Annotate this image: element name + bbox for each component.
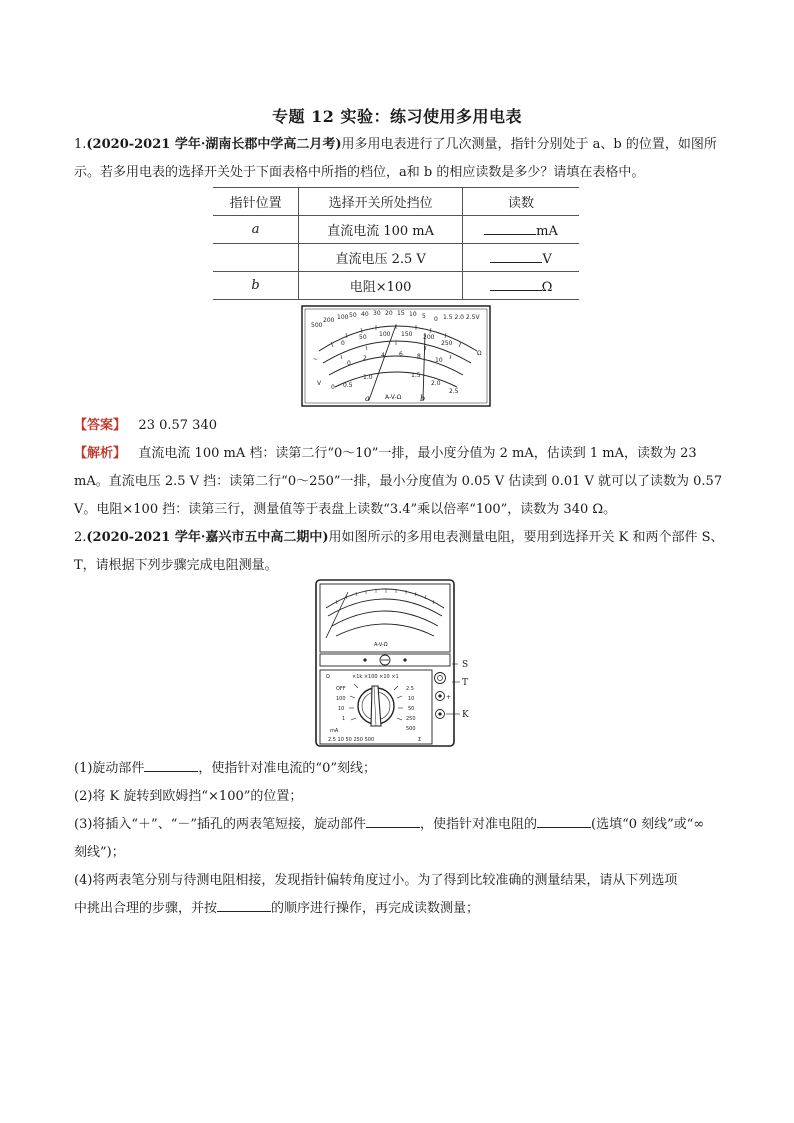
dial-mid-label: 50 [359, 334, 367, 341]
answer-blank-4[interactable] [217, 897, 271, 912]
answer-blank-3[interactable] [537, 813, 591, 828]
dial-low-label: 1.0 [363, 374, 373, 381]
dial-top-label: 15 [397, 310, 405, 317]
step4-line1: (4)将两表笔分别与待测电阻相接，发现指针偏转角度过小。为了得到比较准确的测量结果，请从下列选项 [74, 873, 678, 888]
meter-r100-label: 100 [336, 696, 346, 702]
dial-mid-label: 250 [441, 340, 453, 347]
meter-range-right: 500 [406, 726, 416, 732]
q2-number: 2. [74, 530, 87, 545]
dial-top-label: 30 [373, 310, 381, 317]
analysis-line2: mA。直流电压 2.5 V 挡：读第二行“0～250”一排，最小分度值为 0.05 V 估读到 0.01 V 就可以了读数为 0.57 [74, 474, 723, 489]
step4-a: 中挑出合理的步骤，并按 [74, 901, 218, 916]
row-range: 直流电压 2.5 V [299, 244, 463, 272]
step3-d: 刻线”)； [74, 845, 125, 860]
dial-top-label: 50 [349, 312, 357, 319]
row-range: 电阻×100 [299, 272, 463, 300]
dial-inner-label: 8 [417, 353, 421, 360]
dial-inner-label: 4 [381, 352, 385, 359]
q1-line2: 示。若多用电表的选择开关处于下面表格中所指的档位，a和 b 的相应读数是多少？请填在表格中。 [74, 165, 645, 180]
dial-v-label: V [317, 380, 322, 387]
dial-inner-label: 2 [363, 355, 367, 362]
dial-mid-label: 200 [423, 334, 435, 341]
step3-b: ，使指针对准电阻的 [420, 817, 538, 832]
q1-line1: 用多用电表进行了几次测量，指针分别处于 a、b 的位置，如图所 [341, 137, 717, 152]
answer-text: 23 0.57 340 [138, 418, 217, 433]
meter-off-label: OFF [336, 686, 346, 692]
pointer-b-label: b [420, 394, 426, 403]
step1-a: (1)旋动部件 [74, 761, 145, 776]
q1-answer [74, 412, 724, 440]
switch-k-label: K [462, 710, 469, 720]
dial-top-label: 20 [385, 310, 393, 317]
dial-low-label: 0 [331, 384, 335, 391]
dial-mid-label: 150 [401, 331, 413, 338]
dial-mid-label: 100 [379, 331, 391, 338]
meter-range-right: 10 [408, 696, 415, 702]
row-unit: V [542, 252, 552, 267]
dial-omega-label: Ω [477, 350, 482, 357]
analysis-label: 【解析】 [74, 446, 127, 461]
row-unit: mA [536, 224, 558, 239]
row-reading [463, 216, 579, 244]
multimeter-body-figure [312, 578, 484, 748]
answer-blank-2[interactable] [366, 813, 420, 828]
dial-low-label: 2.5 [449, 388, 459, 395]
row-range: 直流电流 100 mA [299, 216, 463, 244]
dial-top-label: 100 [337, 314, 349, 321]
dial-inner-label: 6 [399, 351, 403, 358]
row-pos [213, 244, 299, 272]
step2: (2)将 K 旋转到欧姆挡“×100”的位置； [74, 789, 303, 804]
meter-ma-label: mA [330, 728, 339, 734]
dial-top-label: 0 [434, 316, 438, 323]
multimeter-dial-figure [301, 305, 491, 407]
q1-number: 1. [74, 137, 87, 152]
meter-ranges-bottom: 2.5 10 50 250 500 [328, 737, 375, 743]
table-row [213, 244, 579, 272]
pointer-a-label: a [365, 394, 370, 403]
row-pos: a [251, 222, 260, 237]
step3-a: (3)将插入“＋”、“－”插孔的两表笔短接，旋动部件 [74, 817, 366, 832]
meter-range-right: 2.5 [406, 686, 414, 692]
analysis-line1: 直流电流 100 mA 档：读第二行“0～10”一排，最小度分值为 2 mA，估读到 1 mA，读数为 23 [138, 446, 697, 461]
dial-center-label: A-V-Ω [385, 394, 402, 401]
answer-label: 【答案】 [74, 418, 127, 433]
meter-range-right: 250 [406, 716, 416, 722]
q1-text [74, 131, 724, 187]
step1-b: ，使指针对准电流的“0”刻线； [198, 761, 376, 776]
dial-low-label: 1.5 [411, 372, 421, 379]
meter-r10-label: 10 [338, 706, 345, 712]
table-row [213, 272, 579, 300]
part-t-label: T [462, 678, 469, 688]
analysis-line3: V。电阻×100 挡：读第三行，测量值等于表盘上读数“3.4”乘以倍率“100”，读数为 340 Ω。 [74, 502, 617, 517]
meter-sigma-label: Σ [418, 737, 422, 743]
header-reading: 读数 [463, 188, 579, 216]
q1-analysis [74, 440, 724, 524]
answer-blank-1[interactable] [144, 757, 198, 772]
meter-range-right: 50 [408, 706, 415, 712]
meter-ranges-top: ×1k ×100 ×10 ×1 [352, 674, 399, 680]
row-reading [463, 272, 579, 300]
dial-top-label: 10 [409, 311, 417, 318]
dial-ac-label: ~ [313, 356, 319, 363]
dial-inner-label: 0 [347, 360, 351, 367]
dial-mid-label: 0 [341, 340, 345, 347]
row-reading [463, 244, 579, 272]
q2-line2: T，请根据下列步骤完成电阻测量。 [74, 558, 278, 573]
q2-text [74, 524, 724, 580]
row-unit: Ω [541, 280, 553, 295]
q2-line1: 用如图所示的多用电表测量电阻，要用到选择开关 K 和两个部件 S、 [328, 530, 724, 545]
dial-low-label: 0.5 [343, 382, 353, 389]
dial-top-label: 200 [323, 317, 335, 324]
q2-steps [74, 755, 724, 923]
reading-table [213, 187, 579, 300]
meter-center-label: A-V-Ω [374, 642, 388, 648]
dial-top-label: 500 [311, 322, 323, 329]
header-switch-range: 选择开关所处挡位 [299, 188, 463, 216]
dial-low-label: 2.0 [431, 380, 441, 387]
meter-omega-mark: Ω [326, 674, 330, 680]
q2-source: (2020-2021 学年·嘉兴市五中高二期中) [86, 530, 329, 545]
meter-r1-label: 1 [342, 716, 346, 722]
dial-top-label: 40 [361, 311, 369, 318]
row-pos: b [251, 278, 260, 293]
step4-b: 的顺序进行操作，再完成读数测量； [271, 901, 480, 916]
plus-terminal-label: + [446, 694, 452, 701]
table-row [213, 216, 579, 244]
q1-source: (2020-2021 学年·湖南长郡中学高二月考) [86, 137, 342, 152]
step3-c: (选填“0 刻线”或“∞ [591, 817, 705, 832]
dial-corner-label: 1.5 2.0 2.5V [443, 314, 480, 321]
header-pointer-position: 指针位置 [229, 196, 282, 211]
table-header-row [213, 188, 579, 216]
dial-top-label: 5 [422, 313, 426, 320]
dial-inner-label: 10 [435, 357, 443, 364]
part-s-label: S [462, 660, 469, 670]
page-title: 专题 12 实验：练习使用多用电表 [272, 107, 522, 126]
